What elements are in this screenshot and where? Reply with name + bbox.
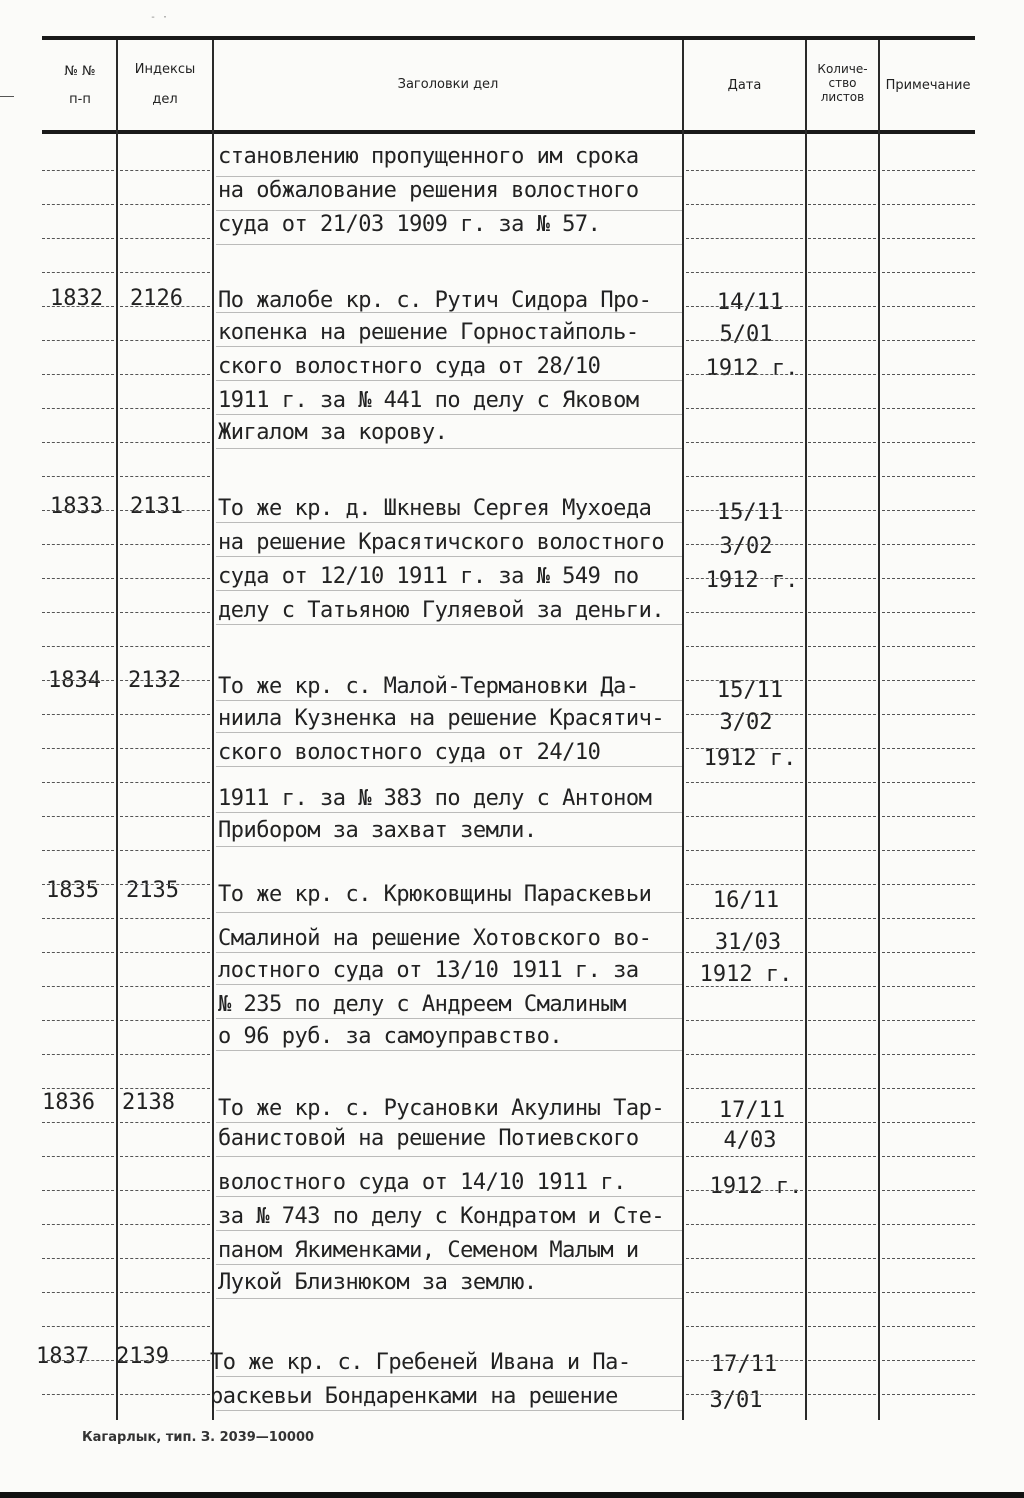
guide-line <box>882 986 975 988</box>
guide-line <box>42 1224 114 1226</box>
guide-line <box>42 238 114 240</box>
guide-line <box>42 442 114 444</box>
page-bottom-edge <box>0 1492 1024 1498</box>
guide-line <box>686 748 803 750</box>
guide-line <box>882 952 975 954</box>
guide-line <box>42 680 114 682</box>
guide-line <box>42 714 114 716</box>
title-underline <box>216 812 682 813</box>
guide-line <box>120 374 210 376</box>
guide-line <box>686 1122 803 1124</box>
guide-line <box>686 306 803 308</box>
title-underline <box>216 766 682 767</box>
guide-line <box>686 578 803 580</box>
guide-line <box>42 306 114 308</box>
guide-line <box>686 952 803 954</box>
guide-line <box>808 816 876 818</box>
guide-line <box>882 850 975 852</box>
entry-title-line: 1911 г. за № 383 по делу с Антоном <box>218 786 652 811</box>
guide-line <box>42 646 114 648</box>
guide-line <box>686 680 803 682</box>
guide-line <box>808 1360 876 1362</box>
guide-line <box>42 476 114 478</box>
header-title: Заголовки дел <box>397 77 499 92</box>
entry-date: 15/11 <box>716 678 784 703</box>
guide-line <box>808 612 876 614</box>
title-underline <box>216 732 682 733</box>
guide-line <box>42 918 114 920</box>
title-underline <box>216 1264 682 1265</box>
guide-line <box>42 612 114 614</box>
guide-line <box>686 1258 803 1260</box>
guide-line <box>120 510 210 512</box>
guide-line <box>808 510 876 512</box>
entry-date: 1912 г. <box>705 356 799 381</box>
guide-line <box>686 442 803 444</box>
guide-line <box>882 306 975 308</box>
guide-line <box>120 306 210 308</box>
guide-line <box>42 1088 114 1090</box>
guide-line <box>882 782 975 784</box>
entry-date: 1912 г. <box>705 568 799 593</box>
entry-number: 1837 <box>36 1344 89 1369</box>
guide-line <box>808 884 876 886</box>
guide-line <box>808 544 876 546</box>
title-underline <box>216 1230 682 1231</box>
guide-line <box>42 1122 114 1124</box>
guide-line <box>882 680 975 682</box>
entry-title-line: лостного суда от 13/10 1911 г. за <box>218 958 639 983</box>
entry-index: 2132 <box>128 668 181 693</box>
guide-line <box>686 1360 803 1362</box>
entry-date: 3/01 <box>709 1388 763 1413</box>
guide-line <box>882 204 975 206</box>
guide-line <box>42 170 114 172</box>
guide-line <box>120 1360 210 1362</box>
title-underline <box>216 1122 682 1123</box>
guide-line <box>882 408 975 410</box>
guide-line <box>882 1054 975 1056</box>
entry-title-line: ского волостного суда от 28/10 <box>218 354 601 379</box>
guide-line <box>882 238 975 240</box>
guide-line <box>808 952 876 954</box>
title-underline <box>216 1376 682 1377</box>
entry-title-line: за № 743 по делу с Кондратом и Сте- <box>218 1204 665 1229</box>
guide-line <box>686 1156 803 1158</box>
entry-date: 3/02 <box>719 534 773 559</box>
continuation-line: на обжалование решения волостного <box>218 178 639 203</box>
guide-line <box>882 442 975 444</box>
guide-line <box>882 1258 975 1260</box>
guide-line <box>808 918 876 920</box>
guide-line <box>882 918 975 920</box>
guide-line <box>120 340 210 342</box>
guide-line <box>686 170 803 172</box>
guide-line <box>808 272 876 274</box>
guide-line <box>882 1190 975 1192</box>
guide-line <box>686 884 803 886</box>
scan-speck: - · <box>150 12 169 23</box>
guide-line <box>42 1020 114 1022</box>
title-underline <box>216 1196 682 1197</box>
header-num-bottom: п-п <box>69 92 91 107</box>
header-count <box>807 62 878 104</box>
guide-line <box>42 374 114 376</box>
guide-line <box>120 646 210 648</box>
entry-title-line: Лукой Близнюком за землю. <box>218 1270 537 1295</box>
guide-line <box>808 1156 876 1158</box>
guide-line <box>882 714 975 716</box>
header-date: Дата <box>727 78 762 93</box>
entry-title-line: волостного суда от 14/10 1911 г. <box>218 1170 626 1195</box>
title-underline <box>216 1410 682 1411</box>
entry-title-line: паном Якименками, Семеном Малым и <box>218 1238 639 1263</box>
guide-line <box>42 748 114 750</box>
entry-index: 2131 <box>130 494 183 519</box>
guide-line <box>808 850 876 852</box>
guide-line <box>42 1360 114 1362</box>
guide-line <box>120 1088 210 1090</box>
header-count-line2: ство <box>828 76 857 90</box>
title-underline <box>216 448 682 449</box>
header-index-bottom: дел <box>152 92 178 107</box>
col-divider-count <box>878 40 880 1420</box>
entry-title-line: Прибором за захват земли. <box>218 818 537 843</box>
col-divider-num <box>116 40 118 1420</box>
guide-line <box>120 578 210 580</box>
guide-line <box>120 714 210 716</box>
guide-line <box>42 1156 114 1158</box>
entry-date: 3/02 <box>719 710 773 735</box>
entry-title-line: делу с Татьяною Гуляевой за деньги. <box>218 598 665 623</box>
guide-line <box>686 272 803 274</box>
entry-date: 17/11 <box>710 1352 778 1377</box>
title-underline <box>216 556 682 557</box>
entry-title-line: По жалобе кр. с. Рутич Сидора Про- <box>218 288 652 313</box>
title-underline <box>216 346 682 347</box>
guide-line <box>42 408 114 410</box>
entry-title-line: суда от 12/10 1911 г. за № 549 по <box>218 564 639 589</box>
guide-line <box>808 204 876 206</box>
guide-line <box>686 1020 803 1022</box>
guide-line <box>120 816 210 818</box>
guide-line <box>686 1292 803 1294</box>
title-underline <box>216 414 682 415</box>
guide-line <box>686 1394 803 1396</box>
header-count-line3: листов <box>820 90 865 104</box>
guide-line <box>120 1394 210 1396</box>
entry-date: 31/03 <box>714 930 782 955</box>
guide-line <box>120 986 210 988</box>
guide-line <box>42 1258 114 1260</box>
guide-line <box>882 170 975 172</box>
guide-line <box>882 476 975 478</box>
entry-date: 1912 г. <box>709 1174 803 1199</box>
guide-line <box>808 1258 876 1260</box>
entry-title-line: раскевьи Бондаренками на решение <box>210 1384 618 1409</box>
entry-number: 1833 <box>50 494 103 519</box>
guide-line <box>808 1394 876 1396</box>
guide-line <box>882 748 975 750</box>
guide-line <box>42 1292 114 1294</box>
entry-date: 5/01 <box>719 322 773 347</box>
guide-line <box>42 544 114 546</box>
entry-date: 16/11 <box>712 888 780 913</box>
guide-line <box>686 1224 803 1226</box>
guide-line <box>808 1088 876 1090</box>
guide-line <box>120 612 210 614</box>
title-underline <box>216 912 682 913</box>
guide-line <box>686 408 803 410</box>
guide-line <box>42 816 114 818</box>
guide-line <box>882 1156 975 1158</box>
guide-line <box>808 1020 876 1022</box>
continuation-line: суда от 21/03 1909 г. за № 57. <box>218 212 601 237</box>
entry-number: 1836 <box>42 1090 95 1115</box>
guide-line <box>686 204 803 206</box>
guide-line <box>42 1326 114 1328</box>
entry-title-line: То же кр. с. Малой-Термановки Да- <box>218 674 639 699</box>
margin-mark <box>0 96 14 97</box>
entry-index: 2126 <box>130 286 183 311</box>
guide-line <box>42 578 114 580</box>
guide-line <box>42 204 114 206</box>
entry-title-line: № 235 по делу с Андреем Смалиным <box>218 992 626 1017</box>
guide-line <box>882 1292 975 1294</box>
title-underline <box>216 952 682 953</box>
guide-line <box>882 374 975 376</box>
entry-number: 1832 <box>50 286 103 311</box>
title-underline <box>216 244 682 245</box>
guide-line <box>42 510 114 512</box>
title-underline <box>216 624 682 625</box>
title-underline <box>216 1018 682 1019</box>
guide-line <box>686 340 803 342</box>
guide-line <box>882 1122 975 1124</box>
guide-line <box>808 714 876 716</box>
entry-title-line: То же кр. с. Гребеней Ивана и Па- <box>210 1350 631 1375</box>
guide-line <box>42 952 114 954</box>
printer-imprint: Кагарлык, тип. З. 2039—10000 <box>82 1430 315 1445</box>
title-underline <box>216 700 682 701</box>
guide-line <box>120 884 210 886</box>
guide-line <box>42 1054 114 1056</box>
guide-line <box>882 612 975 614</box>
guide-line <box>120 782 210 784</box>
guide-line <box>808 1292 876 1294</box>
guide-line <box>120 238 210 240</box>
guide-line <box>686 476 803 478</box>
guide-line <box>808 748 876 750</box>
guide-line <box>882 1360 975 1362</box>
guide-line <box>120 1258 210 1260</box>
entry-title-line: Смалиной на решение Хотовского во- <box>218 926 652 951</box>
entry-number: 1835 <box>46 878 99 903</box>
guide-line <box>808 1122 876 1124</box>
title-underline <box>216 522 682 523</box>
guide-line <box>882 1394 975 1396</box>
guide-line <box>42 850 114 852</box>
guide-line <box>120 1156 210 1158</box>
entry-date: 1912 г. <box>699 962 793 987</box>
title-underline <box>216 380 682 381</box>
entry-title-line: То же кр. д. Шкневы Сергея Мухоеда <box>218 496 652 521</box>
guide-line <box>882 510 975 512</box>
guide-line <box>120 1292 210 1294</box>
guide-line <box>882 544 975 546</box>
guide-line <box>120 918 210 920</box>
guide-line <box>686 1054 803 1056</box>
header-num-top: № № <box>64 64 96 79</box>
guide-line <box>882 816 975 818</box>
guide-line <box>686 782 803 784</box>
guide-line <box>120 1122 210 1124</box>
guide-line <box>882 646 975 648</box>
entry-title-line: о 96 руб. за самоуправство. <box>218 1024 563 1049</box>
guide-line <box>120 272 210 274</box>
header-num <box>44 64 116 108</box>
title-underline <box>216 1156 682 1157</box>
title-underline <box>216 312 682 313</box>
header-top-rule <box>42 36 975 40</box>
guide-line <box>120 170 210 172</box>
guide-line <box>808 442 876 444</box>
guide-line <box>42 884 114 886</box>
guide-line <box>120 680 210 682</box>
guide-line <box>808 476 876 478</box>
entry-title-line: Жигалом за корову. <box>218 420 448 445</box>
guide-line <box>120 408 210 410</box>
guide-line <box>808 170 876 172</box>
guide-line <box>882 1088 975 1090</box>
entry-date: 1912 г. <box>703 746 797 771</box>
guide-line <box>686 1088 803 1090</box>
header-note: Примечание <box>885 78 971 93</box>
guide-line <box>808 238 876 240</box>
guide-line <box>808 374 876 376</box>
guide-line <box>686 374 803 376</box>
guide-line <box>686 544 803 546</box>
guide-line <box>42 1394 114 1396</box>
guide-line <box>42 782 114 784</box>
entry-title-line: То же кр. с. Крюковщины Параскевьи <box>218 882 652 907</box>
guide-line <box>808 306 876 308</box>
entry-number: 1834 <box>48 668 101 693</box>
guide-line <box>882 272 975 274</box>
title-underline <box>216 984 682 985</box>
entry-date: 15/11 <box>716 500 784 525</box>
guide-line <box>686 850 803 852</box>
guide-line <box>686 816 803 818</box>
guide-line <box>808 578 876 580</box>
guide-line <box>120 1326 210 1328</box>
guide-line <box>120 442 210 444</box>
continuation-line: становлению пропущенного им срока <box>218 144 639 169</box>
guide-line <box>686 510 803 512</box>
guide-line <box>120 544 210 546</box>
guide-line <box>42 272 114 274</box>
guide-line <box>808 1190 876 1192</box>
header-index <box>118 62 212 108</box>
header-count-line1: Количе- <box>817 62 868 76</box>
guide-line <box>686 714 803 716</box>
guide-line <box>882 578 975 580</box>
guide-line <box>120 748 210 750</box>
header-bottom-rule <box>42 130 975 134</box>
entry-title-line: ского волостного суда от 24/10 <box>218 740 601 765</box>
guide-line <box>120 1054 210 1056</box>
entry-title-line: То же кр. с. Русановки Акулины Тар- <box>218 1096 665 1121</box>
guide-line <box>882 340 975 342</box>
guide-line <box>686 918 803 920</box>
title-underline <box>216 1298 682 1299</box>
guide-line <box>120 476 210 478</box>
title-underline <box>216 590 682 591</box>
entry-date: 14/11 <box>716 290 784 315</box>
guide-line <box>808 646 876 648</box>
entry-index: 2139 <box>116 1344 169 1369</box>
guide-line <box>120 1190 210 1192</box>
entry-title-line: на решение Красятичского волостного <box>218 530 665 555</box>
title-underline <box>216 210 682 211</box>
title-underline <box>216 1050 682 1051</box>
guide-line <box>42 1190 114 1192</box>
entry-title-line: 1911 г. за № 441 по делу с Яковом <box>218 388 639 413</box>
guide-line <box>686 986 803 988</box>
entry-title-line: банистовой на решение Потиевского <box>218 1126 639 1151</box>
guide-line <box>686 1190 803 1192</box>
entry-index: 2135 <box>126 878 179 903</box>
header-index-top: Индексы <box>134 62 196 77</box>
guide-line <box>42 986 114 988</box>
guide-line <box>686 1326 803 1328</box>
guide-line <box>808 408 876 410</box>
entry-title-line: копенка на решение Горностайполь- <box>218 320 639 345</box>
guide-line <box>686 646 803 648</box>
guide-line <box>120 204 210 206</box>
guide-line <box>120 1020 210 1022</box>
guide-line <box>120 1224 210 1226</box>
entry-index: 2138 <box>122 1090 175 1115</box>
guide-line <box>808 1224 876 1226</box>
entry-date: 17/11 <box>718 1098 786 1123</box>
entry-title-line: ниила Кузненка на решение Красятич- <box>218 706 665 731</box>
col-divider-index <box>212 40 214 1420</box>
guide-line <box>686 612 803 614</box>
title-underline <box>216 846 682 847</box>
guide-line <box>808 1326 876 1328</box>
guide-line <box>120 952 210 954</box>
guide-line <box>42 340 114 342</box>
guide-line <box>882 1020 975 1022</box>
guide-line <box>686 238 803 240</box>
guide-line <box>808 986 876 988</box>
guide-line <box>882 1224 975 1226</box>
guide-line <box>882 1326 975 1328</box>
title-underline <box>216 176 682 177</box>
guide-line <box>808 782 876 784</box>
guide-line <box>882 884 975 886</box>
guide-line <box>808 340 876 342</box>
guide-line <box>808 1054 876 1056</box>
entry-date: 4/03 <box>723 1128 777 1153</box>
guide-line <box>808 680 876 682</box>
guide-line <box>120 850 210 852</box>
